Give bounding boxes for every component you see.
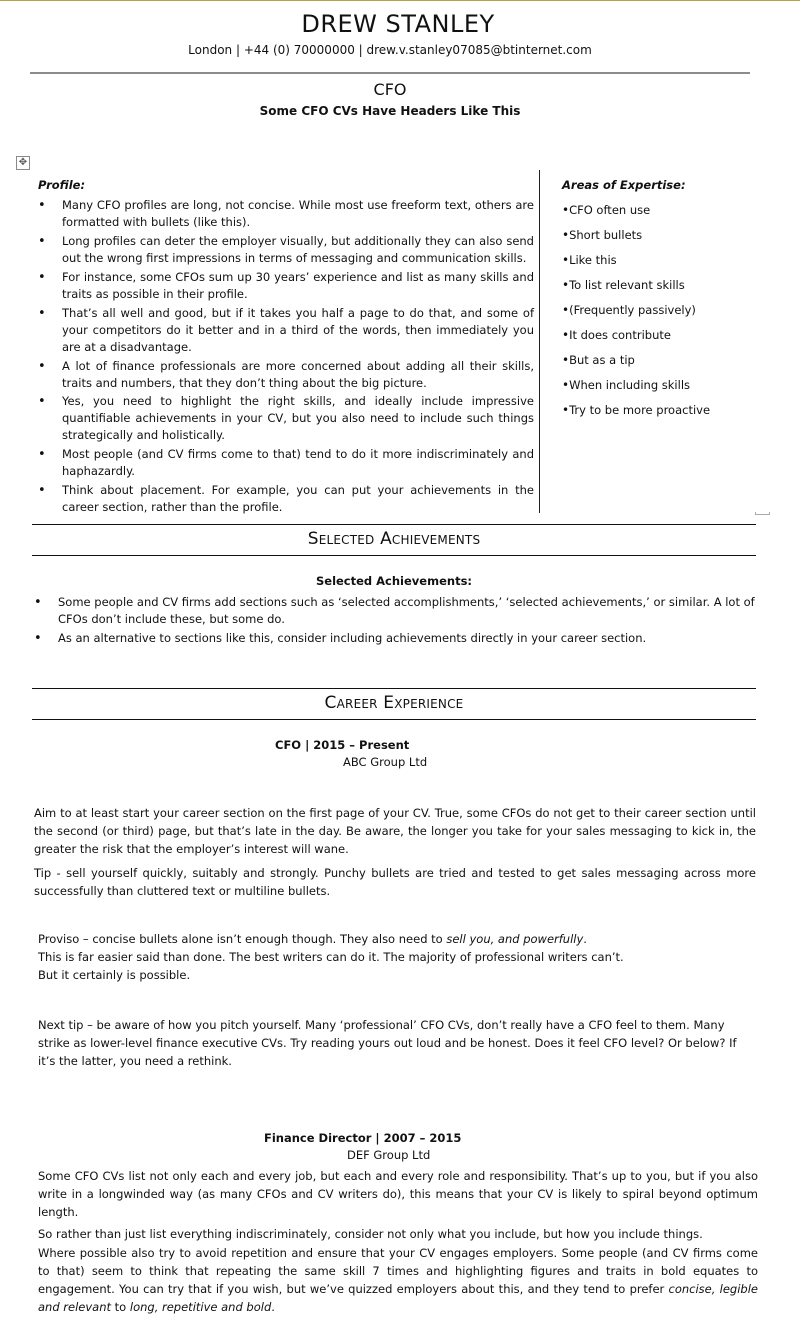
expertise-item: •CFO often use: [562, 203, 651, 217]
expertise-item: •When including skills: [562, 378, 691, 392]
expertise-item: •Try to be more proactive: [562, 403, 711, 417]
job1-paragraph-3: Proviso – concise bullets alone isn’t enough though. They also need to sell you, and powerfully. This is far easier said than done. The best writers can do it. The majority of professional writers can’t. But it certainly is possible.: [38, 932, 624, 982]
list-item: • Many CFO profiles are long, not concise. While most use freeform text, others are formatted with bullets (like this).: [38, 197, 534, 231]
section-rule: [32, 719, 756, 720]
section-rule: [32, 688, 756, 689]
header-divider: [30, 72, 750, 74]
section-rule: [32, 524, 756, 525]
list-item: • That’s all well and good, but if it takes you half a page to do that, and some of your competitors do it better and in a third of the words, then immediately you are at a disadvantage.: [38, 305, 534, 356]
job2-role: Finance Director | 2007 – 2015: [264, 1131, 462, 1145]
profile-label: Profile:: [38, 178, 86, 192]
achievements-list: [34, 594, 764, 649]
expertise-item: •But as a tip: [562, 353, 635, 367]
list-item: • Think about placement. For example, you can put your achievements in the career section, rather than the profile.: [38, 482, 534, 516]
job1-paragraph-2: Tip - sell yourself quickly, suitably and strongly. Punchy bullets are tried and tested to get sales messaging across more successfully than cluttered text or multiline bullets.: [34, 866, 756, 898]
expertise-item: •(Frequently passively): [562, 303, 696, 317]
table-move-handle-icon[interactable]: ✥: [16, 156, 30, 170]
expertise-list: [562, 202, 710, 427]
expertise-item: •It does contribute: [562, 328, 671, 342]
list-item: • For instance, some CFOs sum up 30 years’ experience and list as many skills and traits as possible in their profile.: [38, 269, 534, 303]
job1-company: ABC Group Ltd: [343, 755, 428, 769]
list-item: • A lot of finance professionals are more concerned about adding all their skills, traits and numbers, that they don’t thing about the big picture.: [38, 358, 534, 392]
list-item: • Some people and CV firms add sections such as ‘selected accomplishments,’ ‘selected achievements,’ or similar. A lot of CFOs don’t include these, but some do.: [34, 594, 764, 628]
sub-header: Some CFO CVs Have Headers Like This: [259, 104, 521, 118]
job1-role: CFO | 2015 – Present: [275, 738, 410, 752]
job1-paragraph-4: Next tip – be aware of how you pitch yourself. Many ‘professional’ CFO CVs, don’t really have a CFO feel to them. Many strike as lower-level finance executive CVs. Try reading yours out loud and be honest. Does it feel CFO level? Or below? If it’s the latter, you need a rethink.: [38, 1018, 737, 1068]
list-item: • Yes, you need to highlight the right skills, and ideally include impressive quantifiable achievements in your CV, but you also need to include such things strategically and holistically.: [38, 393, 534, 444]
section-title-career: Career Experience: [324, 693, 464, 713]
expertise-label: Areas of Expertise:: [562, 178, 686, 192]
table-resize-handle[interactable]: [755, 512, 770, 515]
profile-list: [38, 197, 534, 518]
achievements-subtitle: Selected Achievements:: [315, 574, 473, 588]
job-title: CFO: [373, 80, 407, 99]
list-item: • As an alternative to sections like this, consider including achievements directly in your career section.: [34, 630, 764, 647]
column-divider: [539, 170, 540, 513]
expertise-item: •Short bullets: [562, 228, 643, 242]
section-title-achievements: Selected Achievements: [307, 529, 481, 549]
contact-details: London | +44 (0) 70000000 | drew.v.stanley07085@btinternet.com: [188, 43, 592, 57]
section-rule: [32, 555, 756, 556]
candidate-name: DREW STANLEY: [301, 10, 495, 38]
job2-paragraph-3: Where possible also try to avoid repetition and ensure that your CV engages employers. Some people (and CV firms come to that) seem to think that repeating the same skill 7 times and highlighting figures and traits in bold equates to engagement. You can try that if you wish, but we’ve quizzed employers about this, and they tend to prefer concise, legible and relevant to long, repetitive and bold.: [38, 1246, 758, 1314]
list-item: • Most people (and CV firms come to that) tend to do it more indiscriminately and haphazardly.: [38, 446, 534, 480]
job2-paragraph-1: Some CFO CVs list not only each and every job, but each and every role and responsibility. That’s up to you, but if you also write in a longwinded way (as many CFOs and CV writers do), this means that your CV is likely to spiral beyond optimum length.: [38, 1169, 758, 1219]
job1-paragraph-1: Aim to at least start your career section on the first page of your CV. True, some CFOs do not get to their career section until the second (or third) page, but that’s late in the day. Be aware, the longer you take for your sales messaging to kick in, the greater the risk that the employer’s interest will wane.: [34, 806, 756, 856]
list-item: • Long profiles can deter the employer visually, but additionally they can also send out the wrong first impressions in terms of messaging and communication skills.: [38, 233, 534, 267]
job2-paragraph-2: So rather than just list everything indiscriminately, consider not only what you include, but how you include things.: [38, 1227, 703, 1241]
page-top-border: [0, 0, 800, 1]
expertise-item: •To list relevant skills: [562, 278, 685, 292]
expertise-item: •Like this: [562, 253, 617, 267]
job2-company: DEF Group Ltd: [347, 1148, 431, 1162]
